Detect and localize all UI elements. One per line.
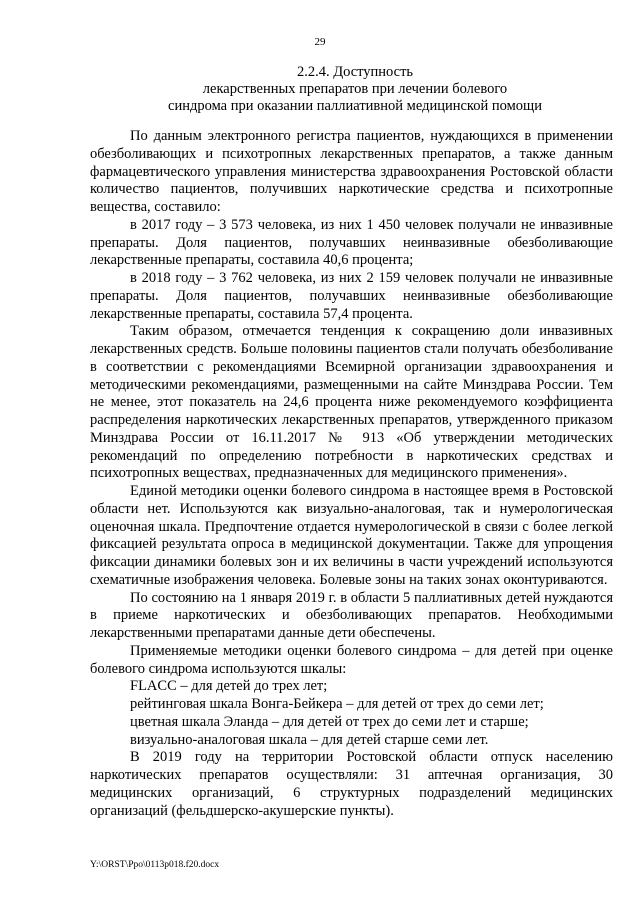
paragraph-palliative-children: По состоянию на 1 января 2019 г. в области 5 паллиативных детей нуждаются в приеме наркотических и обезболивающих препаратов. Необходимыми лекарственными препаратами данные дети обеспечены. bbox=[90, 589, 613, 641]
heading-line-1: 2.2.4. Доступность bbox=[296, 64, 414, 80]
paragraph-trend: Таким образом, отмечается тенденция к сокращению доли инвазивных лекарственных средств. Больше половины пациентов стали получать обезболивание в соответствии с рекомендациями Всемирной организации здравоохранения и методическими рекомендациями, размещенными на сайте Минздрава России. Тем не менее, этот показатель на 24,6 процента ниже рекомендуемого коэффициента распределения наркотических лекарственных препаратов, утвержденного приказом Минздрава России от 16.11.2017 № 913 «Об утверждении методических рекомендаций по определению потребности в наркотических средствах и психотропных веществах, предназначенных для медицинского применения». bbox=[90, 323, 613, 482]
scale-item-eland: цветная шкала Эланда – для детей от трех до семи лет и старше; bbox=[130, 713, 529, 730]
paragraph-scales-intro: Применяемые методики оценки болевого синдрома – для детей при оценке болевого синдрома используются шкалы: bbox=[90, 642, 613, 677]
heading-line-3: синдрома при оказании паллиативной медицинской помощи bbox=[168, 98, 542, 114]
scale-item-wong-baker: рейтинговая шкала Вонга-Бейкера – для детей от трех до семи лет; bbox=[130, 696, 544, 712]
paragraph-methodology: Единой методики оценки болевого синдрома в настоящее время в Ростовской области нет. Используются как визуально-аналоговая, так и нумерологическая оценочная шкала. Предпочтение отдается нумерологической в связи с более легкой фиксацией результата опроса в медицинской документации. Также для упрощения фиксации динамики болевых зон и их величины в части учреждений используются схематичные изображения человека. Болевые зоны на таких зонах оконтуриваются. bbox=[90, 483, 613, 588]
paragraph-2019-distribution: В 2019 году на территории Ростовской области отпуск населению наркотических препаратов осуществляли: 31 аптечная организация, 30 медицинских организаций, 6 структурных подразделений медицинских организаций (фельдшерско-акушерские пункты). bbox=[90, 749, 613, 819]
section-heading bbox=[90, 64, 620, 115]
document-body bbox=[90, 128, 613, 820]
scale-item-visual-analog: визуально-аналоговая шкала – для детей старше семи лет. bbox=[130, 731, 489, 748]
page-number: 29 bbox=[314, 36, 326, 48]
file-path-footer: Y:\ORST\Ppo\0113p018.f20.docx bbox=[90, 860, 220, 870]
paragraph-registry-intro: По данным электронного регистра пациентов, нуждающихся в применении обезболивающих и психотропных лекарственных препаратов, а также данным фармацевтического управления министерства здравоохранения Ростовской области количество пациентов, получивших наркотические средства и психотропные вещества, составило: bbox=[90, 128, 613, 215]
heading-line-2: лекарственных препаратов при лечении болевого bbox=[202, 81, 508, 97]
scale-item-flacc: FLACC – для детей до трех лет; bbox=[130, 678, 328, 695]
paragraph-2017-stats: в 2017 году – 3 573 человека, из них 1 450 человек получали не инвазивные препараты. Доля пациентов, получавших неинвазивные обезболивающие лекарственные препараты, составила 40,6 процента; bbox=[90, 216, 613, 269]
paragraph-2018-stats: в 2018 году – 3 762 человека, из них 2 159 человек получали не инвазивные препараты. Доля пациентов, получавших неинвазивные обезболивающие лекарственные препараты, составила 57,4 процента. bbox=[90, 270, 613, 322]
